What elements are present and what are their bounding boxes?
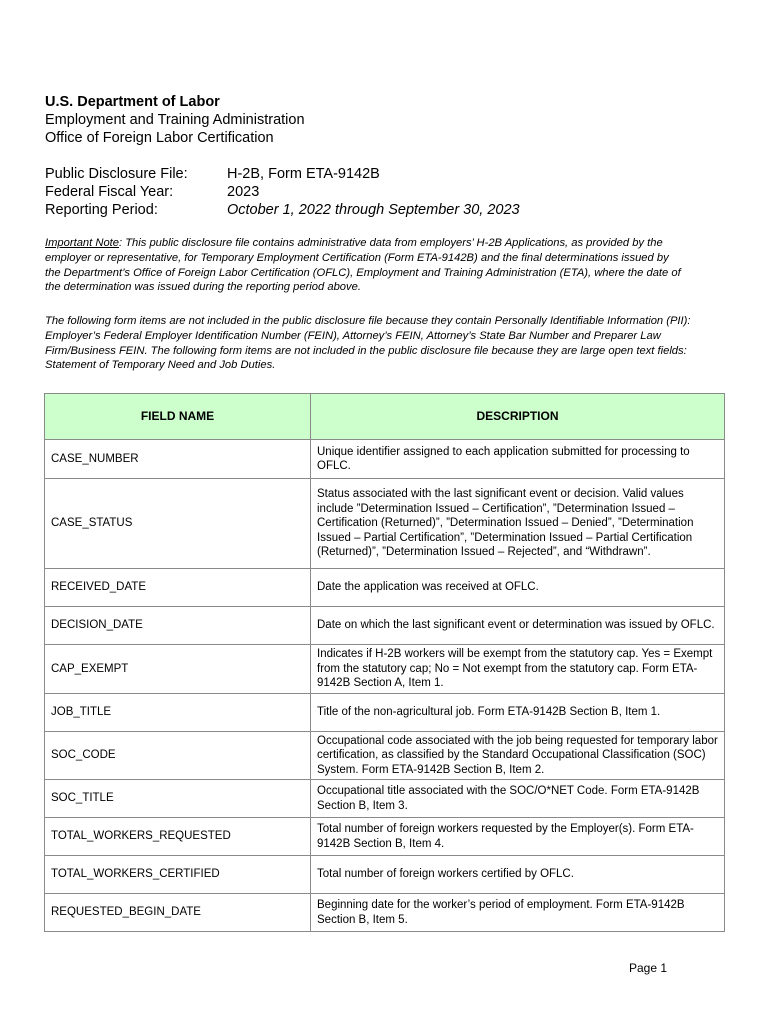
description-cell: Beginning date for the worker’s period of employment. Form ETA-9142B Section B, Item 5. (311, 894, 725, 932)
exclusions-note: The following form items are not included in the public disclosure file because they contain Personally Identifiable Information (PII): Employer’s Federal Employer Identification Number (FEIN), Attorney’s FEIN, Attorney’s State Bar Number and Preparer Law Firm/Business FEIN. The following form items are not included in the public disclosure file because they are large open text fields: Statement of Temporary Need and Job Duties. (45, 315, 691, 372)
table-header-row (45, 394, 725, 440)
table-row (45, 645, 725, 694)
description-cell: Occupational code associated with the job being requested for temporary labor certification, as classified by the Standard Occupational Classification (SOC) System. Form ETA-9142B Section B, Item 2. (311, 731, 725, 780)
organization-header (45, 93, 305, 147)
meta-label: Reporting Period: (45, 202, 158, 218)
meta-row-file (45, 165, 520, 183)
description-cell: Occupational title associated with the SOC/O*NET Code. Form ETA-9142B Section B, Item 3. (311, 780, 725, 818)
department-name: U.S. Department of Labor (45, 94, 220, 110)
description-cell: Unique identifier assigned to each application submitted for processing to OFLC. (311, 440, 725, 479)
office-name: Office of Foreign Labor Certification (45, 130, 274, 146)
description-cell: Date on which the last significant event or determination was issued by OFLC. (311, 607, 725, 645)
table-row (45, 440, 725, 479)
description-cell: Title of the non-agricultural job. Form ETA-9142B Section B, Item 1. (311, 693, 725, 731)
table-row (45, 479, 725, 569)
field-name-cell: CASE_STATUS (45, 479, 311, 569)
field-name-cell: CAP_EXEMPT (45, 645, 311, 694)
description-cell: Indicates if H-2B workers will be exempt from the statutory cap. Yes = Exempt from the statutory cap; No = Not exempt from the statutory cap. Form ETA-9142B Section A, Item 1. (311, 645, 725, 694)
page-number: Page 1 (629, 961, 668, 975)
important-note-label: Important Note (45, 237, 119, 249)
table-row (45, 780, 725, 818)
field-name-cell: SOC_CODE (45, 731, 311, 780)
field-name-cell: RECEIVED_DATE (45, 569, 311, 607)
field-name-cell: SOC_TITLE (45, 780, 311, 818)
description-cell: Date the application was received at OFLC. (311, 569, 725, 607)
field-name-cell: DECISION_DATE (45, 607, 311, 645)
important-note-text: : This public disclosure file contains administrative data from employers’ H-2B Applications, as provided by the employer or representative, for Temporary Employment Certification (Form ETA-9142B) and the final determinations issued by the Department’s Office of Foreign Labor Certification (OFLC), Employment and Training Administration (ETA), where the date of the determination was issued during the reporting period above. (45, 237, 681, 294)
table-row (45, 693, 725, 731)
meta-label: Public Disclosure File: (45, 166, 188, 182)
field-name-cell: CASE_NUMBER (45, 440, 311, 479)
table-row (45, 818, 725, 856)
field-name-cell: TOTAL_WORKERS_CERTIFIED (45, 856, 311, 894)
description-cell: Total number of foreign workers certified by OFLC. (311, 856, 725, 894)
description-header: DESCRIPTION (311, 394, 725, 440)
description-cell: Status associated with the last significant event or decision. Valid values include ”Determination Issued – Certification”, ”Determination Issued – Certification (Returned)”, ”Determination Issued – Denied”, ”Determination Issued – Partial Certification”, ”Determination Issued – Partial Certification (Returned)”, ”Determination Issued – Rejected”, and “Withdrawn”. (311, 479, 725, 569)
field-name-cell: REQUESTED_BEGIN_DATE (45, 894, 311, 932)
field-name-cell: JOB_TITLE (45, 693, 311, 731)
meta-row-reporting-period (45, 201, 520, 219)
administration-name: Employment and Training Administration (45, 112, 305, 128)
meta-row-fiscal-year (45, 183, 520, 201)
meta-value: H-2B, Form ETA-9142B (227, 166, 380, 182)
table-row (45, 894, 725, 932)
meta-label: Federal Fiscal Year: (45, 184, 174, 200)
important-note (45, 236, 685, 295)
table-row (45, 569, 725, 607)
table-row (45, 731, 725, 780)
meta-value: 2023 (227, 184, 260, 200)
table-row (45, 607, 725, 645)
table-row (45, 856, 725, 894)
field-name-cell: TOTAL_WORKERS_REQUESTED (45, 818, 311, 856)
field-definitions-table (44, 393, 725, 932)
disclosure-meta (45, 165, 520, 219)
description-cell: Total number of foreign workers requested by the Employer(s). Form ETA-9142B Section B, Item 4. (311, 818, 725, 856)
meta-value: October 1, 2022 through September 30, 2023 (227, 202, 520, 218)
field-name-header: FIELD NAME (45, 394, 311, 440)
